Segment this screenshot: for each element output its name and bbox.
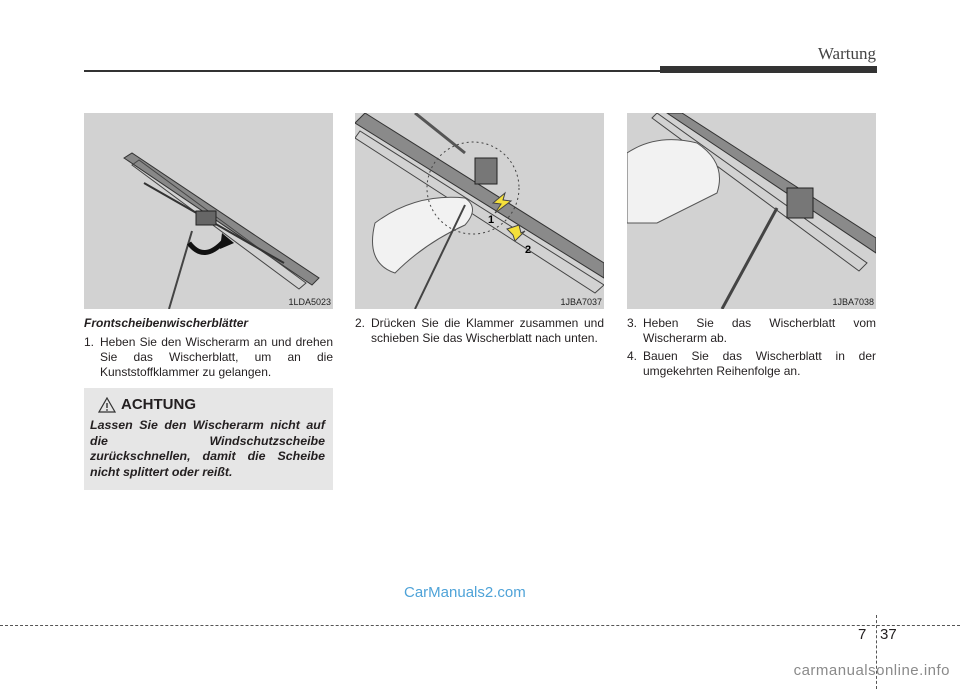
callout-2: 2 — [525, 244, 532, 256]
figure-code: 1JBA7037 — [560, 297, 602, 307]
step-4 — [627, 349, 876, 379]
header-rule — [84, 70, 664, 72]
figure-clip-release — [355, 113, 604, 309]
warning-text: Lassen Sie den Wischerarm nicht auf die Windschutzscheibe zurückschnellen, damit die Scheibe nicht splittert oder reißt. — [90, 418, 325, 479]
warning-triangle-icon — [98, 397, 116, 413]
callout-1: 1 — [488, 214, 495, 226]
step-number: 1. — [84, 335, 95, 349]
step-text: Bauen Sie das Wischerblatt in der umgekehrten Reihenfolge an. — [643, 349, 876, 378]
figure-blade-removal — [627, 113, 876, 309]
step-number: 3. — [627, 316, 638, 330]
figure-code: 1JBA7038 — [832, 297, 874, 307]
section-title: Wartung — [817, 44, 876, 63]
warning-header — [98, 396, 196, 413]
section-heading: Frontscheibenwischerblätter — [84, 316, 249, 330]
clip-release-illustration — [355, 113, 604, 309]
figure-wiper-lift — [84, 113, 333, 309]
page-number: 37 — [880, 626, 897, 643]
step-1 — [84, 335, 333, 380]
warning-box — [84, 388, 333, 490]
column-3 — [627, 316, 876, 382]
warning-title: ACHTUNG — [121, 396, 196, 413]
step-number: 4. — [627, 349, 638, 363]
blade-removal-illustration — [627, 113, 876, 309]
step-2 — [355, 316, 604, 346]
column-2 — [355, 316, 604, 349]
figure-code: 1LDA5023 — [288, 297, 331, 307]
column-1 — [84, 316, 333, 383]
watermark-link[interactable]: CarManuals2.com — [404, 584, 526, 601]
step-3 — [627, 316, 876, 346]
wiper-lift-illustration — [84, 113, 333, 309]
step-text: Heben Sie den Wischerarm an und drehen Sie das Wischerblatt, um an die Kunststoffklammer zu gelangen. — [100, 335, 333, 379]
chapter-number: 7 — [858, 626, 867, 643]
step-text: Heben Sie das Wischerblatt vom Wischerarm ab. — [643, 316, 876, 345]
footer-divider — [0, 625, 960, 626]
step-text: Drücken Sie die Klammer zusammen und schieben Sie das Wischerblatt nach unten. — [371, 316, 604, 345]
header-rule-accent — [660, 66, 877, 73]
footer-watermark[interactable]: carmanualsonline.info — [793, 662, 950, 679]
step-number: 2. — [355, 316, 366, 330]
